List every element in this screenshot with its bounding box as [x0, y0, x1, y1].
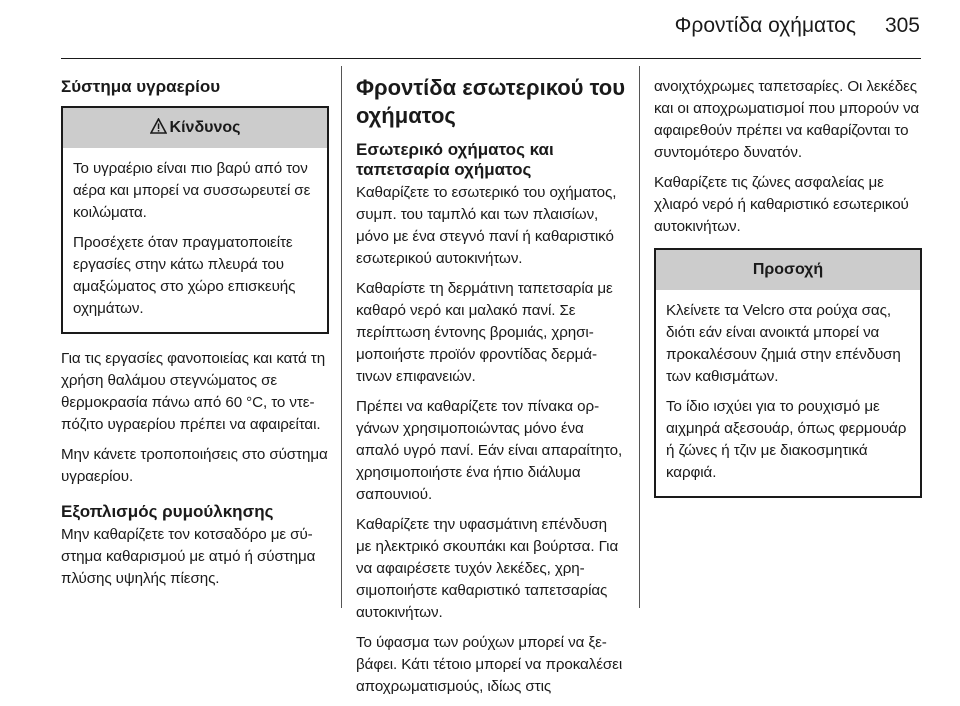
subtitle-interior-upholstery: Εσωτερικό οχήματος και ταπετσαρία οχήματος — [356, 140, 554, 179]
danger-box-body — [63, 148, 327, 332]
column-divider-right — [639, 66, 640, 608]
danger-box-title: Κίνδυνος — [169, 119, 241, 136]
column-divider-left — [341, 66, 342, 608]
danger-box-header — [63, 108, 327, 148]
page-number: 305 — [884, 14, 920, 37]
header-rule — [61, 58, 921, 59]
middle-paragraph-1: Καθαρίζετε το εσωτερικό του οχήματος, συμπ. του ταμπλό και των πλαισίων, μόνο με ένα στεγνό πανί ή καθαριστικό εσωτερικού αυτοκινήτων. — [356, 184, 617, 267]
danger-box — [61, 106, 329, 334]
caution-box-header — [656, 250, 920, 290]
danger-paragraph-1: Το υγραέριο είναι πιο βαρύ από τον αέρα και μπορεί να συσσωρευτεί σε κοιλώματα. — [73, 160, 311, 221]
left-column — [61, 76, 329, 598]
caution-box-body — [656, 290, 920, 496]
middle-paragraph-3: Πρέπει να καθαρίζετε τον πίνακα οργάνων χρησιμοποιώντας μόνο ένα απαλό υγρό πανί. Εάν είναι απαραίτητο, χρησιμοποιήστε ένα ήπιο διάλυμα σαπουνιού. — [356, 398, 623, 503]
main-title-interior-care: Φροντίδα εσωτερικού του οχήματος — [356, 75, 626, 128]
middle-paragraph-2: Καθαρίστε τη δερμάτινη ταπετσαρία με καθαρό νερό και μαλακό πανί. Σε περίπτωση έντονης βρομιάς, χρησιμοποιήστε προϊόν φροντίδας δερμάτινων επιφανειών. — [356, 280, 613, 385]
danger-paragraph-2: Προσέχετε όταν πραγματοποιείτε εργασίες στην κάτω πλευρά του αμαξώματος στο χώρο επισκευής οχημάτων. — [73, 234, 296, 317]
caution-box — [654, 248, 922, 498]
left-paragraph-1: Για τις εργασίες φανοποιείας και κατά τη χρήση θαλάμου στεγνώματος σε θερμοκρασία πάνω από 60 °C, το ντεπόζιτο υγραερίου πρέπει να αφαιρείται. — [61, 350, 326, 433]
right-paragraph-1: ανοιχτόχρωμες ταπετσαρίες. Οι λεκέδες και οι αποχρωματισμοί που μπορούν να αφαιρεθούν πρέπει να καθαρίζονται το συντομότερο δυνατόν. — [654, 78, 920, 161]
subsection-title-towing: Εξοπλισμός ρυμούλκησης — [61, 502, 274, 521]
section-title-lpg-system: Σύστημα υγραερίου — [61, 77, 221, 96]
left-paragraph-3: Μην καθαρίζετε τον κοτσαδόρο με σύστημα καθαρισμού με ατμό ή σύστημα πλύσης υψηλής πίεσης. — [61, 526, 316, 587]
middle-paragraph-5: Το ύφασμα των ρούχων μπορεί να ξεβάφει. Κάτι τέτοιο μπορεί να προκαλέσει αποχρωματισμούς, ιδίως στις — [356, 634, 623, 695]
right-paragraph-2: Καθαρίζετε τις ζώνες ασφαλείας με χλιαρό νερό ή καθαριστικό εσωτερικού αυτοκινήτων. — [654, 174, 909, 235]
caution-box-title: Προσοχή — [752, 261, 824, 278]
right-column — [654, 76, 922, 512]
caution-paragraph-1: Κλείνετε τα Velcro στα ρούχα σας, διότι εάν είναι ανοικτά μπορεί να προκαλέσουν ζημιά στην επένδυση των καθισμάτων. — [666, 302, 901, 385]
warning-triangle-icon — [150, 110, 167, 150]
left-paragraph-2: Μην κάνετε τροποποιήσεις στο σύστημα υγραερίου. — [61, 446, 328, 485]
middle-paragraph-4: Καθαρίζετε την υφασμάτινη επένδυση με ηλεκτρικό σκουπάκι και βούρτσα. Για να αφαιρέσετε τυχόν λεκέδες, χρησιμοποιήστε καθαριστικό ταπετσαρίας αυτοκινήτων. — [356, 516, 619, 621]
middle-column — [356, 74, 626, 706]
page-header-title: Φροντίδα οχήματος — [674, 14, 856, 37]
caution-paragraph-2: Το ίδιο ισχύει για το ρουχισμό με αιχμηρά αξεσουάρ, όπως φερμουάρ ή ζώνες ή τζιν με διακοσμητικά καρφιά. — [666, 398, 907, 481]
